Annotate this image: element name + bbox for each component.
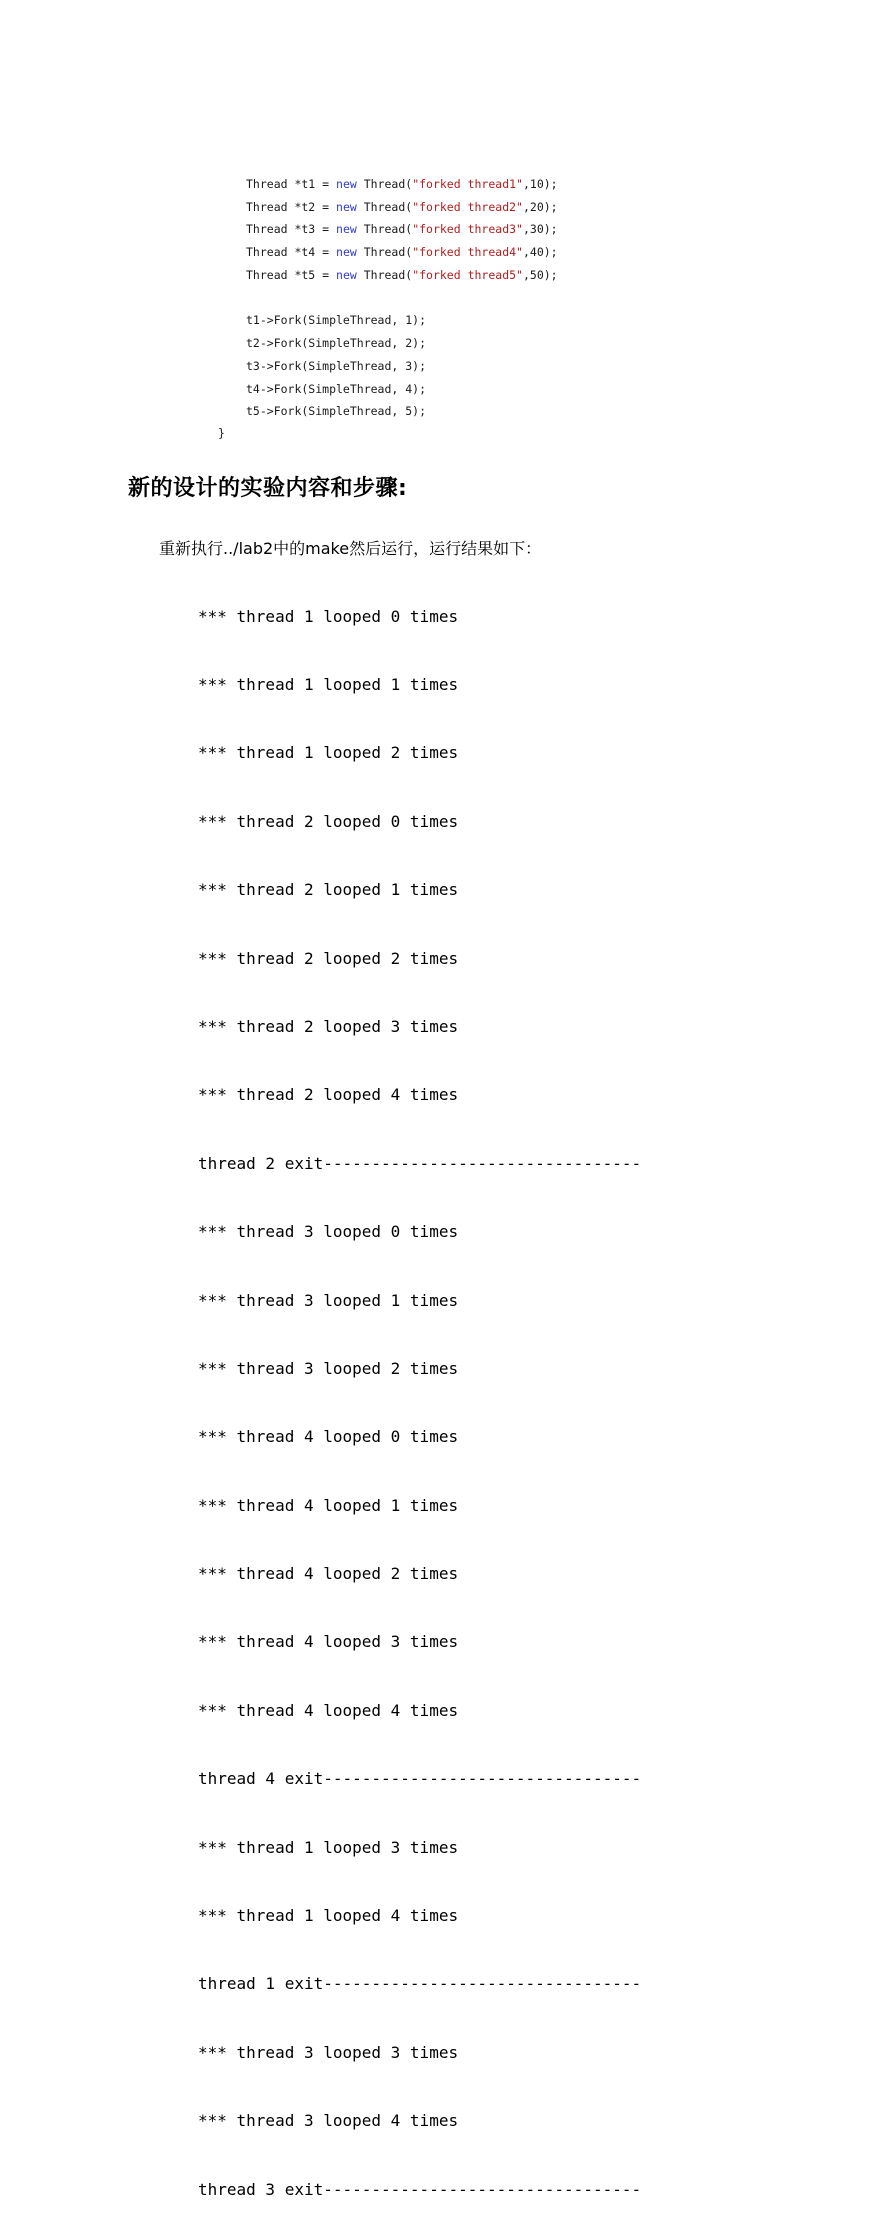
code-text: Thread *t2 = (246, 200, 337, 214)
intro-paragraph: 重新执行../lab2中的make然后运行，运行结果如下： (159, 539, 542, 558)
program-output (198, 560, 641, 2224)
output-line: *** thread 2 looped 4 times (198, 1085, 459, 1105)
code-text: Thread *t1 = (246, 177, 337, 191)
code-text: ,20); (522, 200, 558, 214)
code-text: ,40); (522, 245, 558, 259)
output-line: *** thread 2 looped 0 times (198, 811, 459, 831)
code-text: Thread( (356, 177, 413, 191)
code-keyword: new (336, 177, 357, 191)
output-line: *** thread 2 looped 3 times (198, 1016, 459, 1036)
code-text: ,10); (522, 177, 558, 191)
output-line: thread 2 exit--------------------------------- (198, 1153, 642, 1173)
code-line: t2->Fork(SimpleThread, 2); (246, 336, 427, 350)
code-line (246, 221, 558, 237)
output-line: thread 3 exit--------------------------------- (198, 2179, 642, 2199)
code-line (246, 267, 558, 283)
code-keyword: new (336, 200, 357, 214)
code-keyword: new (336, 245, 357, 259)
output-line: *** thread 3 looped 4 times (198, 2111, 459, 2131)
code-line: t3->Fork(SimpleThread, 3); (246, 359, 427, 373)
code-text: Thread( (356, 200, 413, 214)
code-string: "forked thread2" (412, 200, 523, 214)
output-line: *** thread 4 looped 0 times (198, 1427, 459, 1447)
output-line: *** thread 3 looped 2 times (198, 1358, 459, 1378)
code-text: ,30); (522, 222, 558, 236)
code-line (246, 199, 558, 215)
output-line: *** thread 4 looped 3 times (198, 1632, 459, 1652)
code-closing-brace: } (218, 426, 225, 440)
output-line: *** thread 4 looped 4 times (198, 1700, 459, 1720)
code-string: "forked thread1" (412, 177, 523, 191)
output-line: *** thread 4 looped 2 times (198, 1564, 459, 1584)
code-text: Thread( (356, 268, 413, 282)
code-line (246, 244, 558, 260)
output-line: thread 4 exit--------------------------------- (198, 1769, 642, 1789)
output-line: *** thread 2 looped 2 times (198, 948, 459, 968)
code-text: Thread( (356, 245, 413, 259)
code-text: Thread *t5 = (246, 268, 337, 282)
output-line: thread 1 exit--------------------------------- (198, 1974, 642, 1994)
code-text: ,50); (522, 268, 558, 282)
code-string: "forked thread3" (412, 222, 523, 236)
output-line: *** thread 1 looped 3 times (198, 1837, 459, 1857)
code-string: "forked thread4" (412, 245, 523, 259)
code-text: Thread *t3 = (246, 222, 337, 236)
section-heading: 新的设计的实验内容和步骤: (128, 476, 408, 501)
code-keyword: new (336, 222, 357, 236)
output-line: *** thread 3 looped 1 times (198, 1290, 459, 1310)
code-line: t1->Fork(SimpleThread, 1); (246, 313, 427, 327)
output-line: *** thread 4 looped 1 times (198, 1495, 459, 1515)
output-line: *** thread 1 looped 0 times (198, 606, 459, 626)
output-line: *** thread 1 looped 2 times (198, 743, 459, 763)
code-string: "forked thread5" (412, 268, 523, 282)
code-line: t4->Fork(SimpleThread, 4); (246, 382, 427, 396)
code-keyword: new (336, 268, 357, 282)
code-line: t5->Fork(SimpleThread, 5); (246, 404, 427, 418)
code-text: Thread( (356, 222, 413, 236)
code-text: Thread *t4 = (246, 245, 337, 259)
output-line: *** thread 1 looped 4 times (198, 1906, 459, 1926)
output-line: *** thread 2 looped 1 times (198, 880, 459, 900)
output-line: *** thread 3 looped 0 times (198, 1222, 459, 1242)
output-line: *** thread 3 looped 3 times (198, 2042, 459, 2062)
code-line (246, 176, 558, 192)
output-line: *** thread 1 looped 1 times (198, 674, 459, 694)
